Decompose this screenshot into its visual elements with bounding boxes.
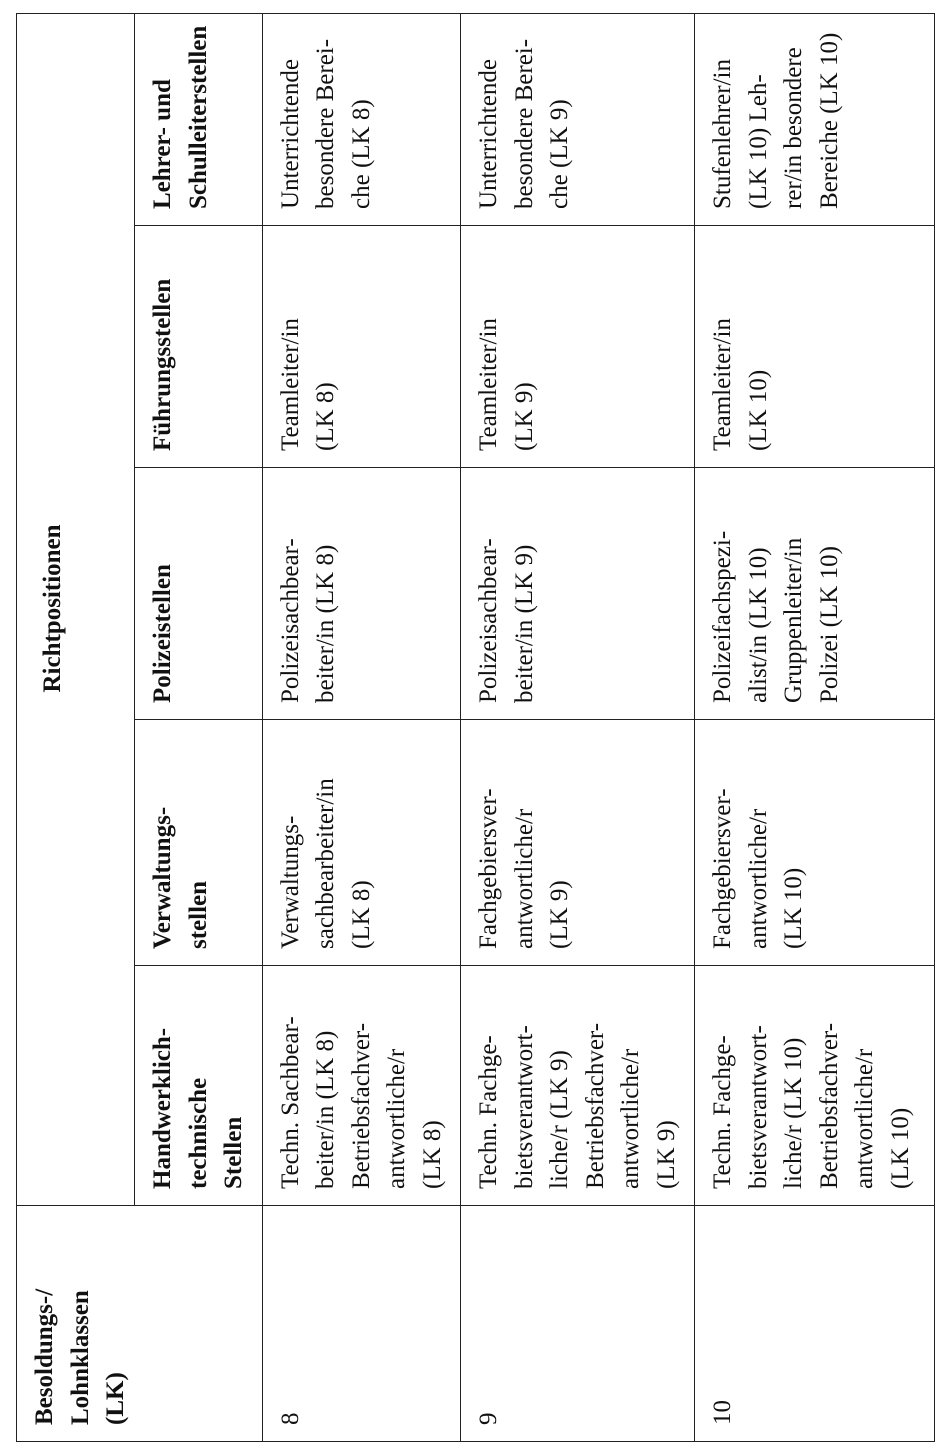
table-cell: Polizeisachbear- beiter/in (LK 8) xyxy=(262,468,461,720)
table-row xyxy=(461,13,695,1441)
table-cell: Techn. Fachge- bietsverantwort- liche/r (LK 9) Betriebsfachver- antwortliche/r (LK 9) xyxy=(461,966,695,1206)
table-cell: Teamleiter/in (LK 9) xyxy=(461,226,695,468)
table-cell: Teamleiter/in (LK 10) xyxy=(695,226,935,468)
column-header-fuehrung: Führungsstellen xyxy=(135,226,263,468)
column-header-polizei: Polizeistellen xyxy=(135,468,263,720)
table-cell: Polizeifachspezi- alist/in (LK 10) Gruppenleiter/in Polizei (LK 10) xyxy=(695,468,935,720)
table-cell: Fachgebiersver- antwortliche/r (LK 10) xyxy=(695,720,935,966)
table-cell: Verwaltungs- sachbearbeiter/in (LK 8) xyxy=(262,720,461,966)
table-cell: Teamleiter/in (LK 8) xyxy=(262,226,461,468)
lk-cell: 10 xyxy=(695,1206,935,1442)
column-header-verwaltung: Verwaltungs- stellen xyxy=(135,720,263,966)
lk-header: Besoldungs-/ Lohnklassen (LK) xyxy=(17,1206,263,1442)
column-header-handwerklich: Handwerklich- technische Stellen xyxy=(135,966,263,1206)
richtpositionen-table xyxy=(16,13,935,1442)
table-cell: Unterrichtende besondere Berei- che (LK 8) xyxy=(262,13,461,225)
table-cell: Unterrichtende besondere Berei- che (LK 9) xyxy=(461,13,695,225)
column-header-lehrer: Lehrer- und Schulleiterstellen xyxy=(135,13,263,225)
header-row-group xyxy=(17,13,135,1441)
table-row xyxy=(695,13,935,1441)
table-cell: Stufenlehrer/in (LK 10) Leh- rer/in besondere Bereiche (LK 10) xyxy=(695,13,935,225)
richtpositionen-header: Richtpositionen xyxy=(17,13,135,1205)
table-cell: Polizeisachbear- beiter/in (LK 9) xyxy=(461,468,695,720)
table-cell: Fachgebiersver- antwortliche/r (LK 9) xyxy=(461,720,695,966)
lk-cell: 9 xyxy=(461,1206,695,1442)
table-cell: Techn. Fachge- bietsverantwort- liche/r (LK 10) Betriebsfachver- antwortliche/r (LK 10) xyxy=(695,966,935,1206)
table-row xyxy=(262,13,461,1441)
table-cell: Techn. Sachbear- beiter/in (LK 8) Betriebsfachver- antwortliche/r (LK 8) xyxy=(262,966,461,1206)
lk-cell: 8 xyxy=(262,1206,461,1442)
